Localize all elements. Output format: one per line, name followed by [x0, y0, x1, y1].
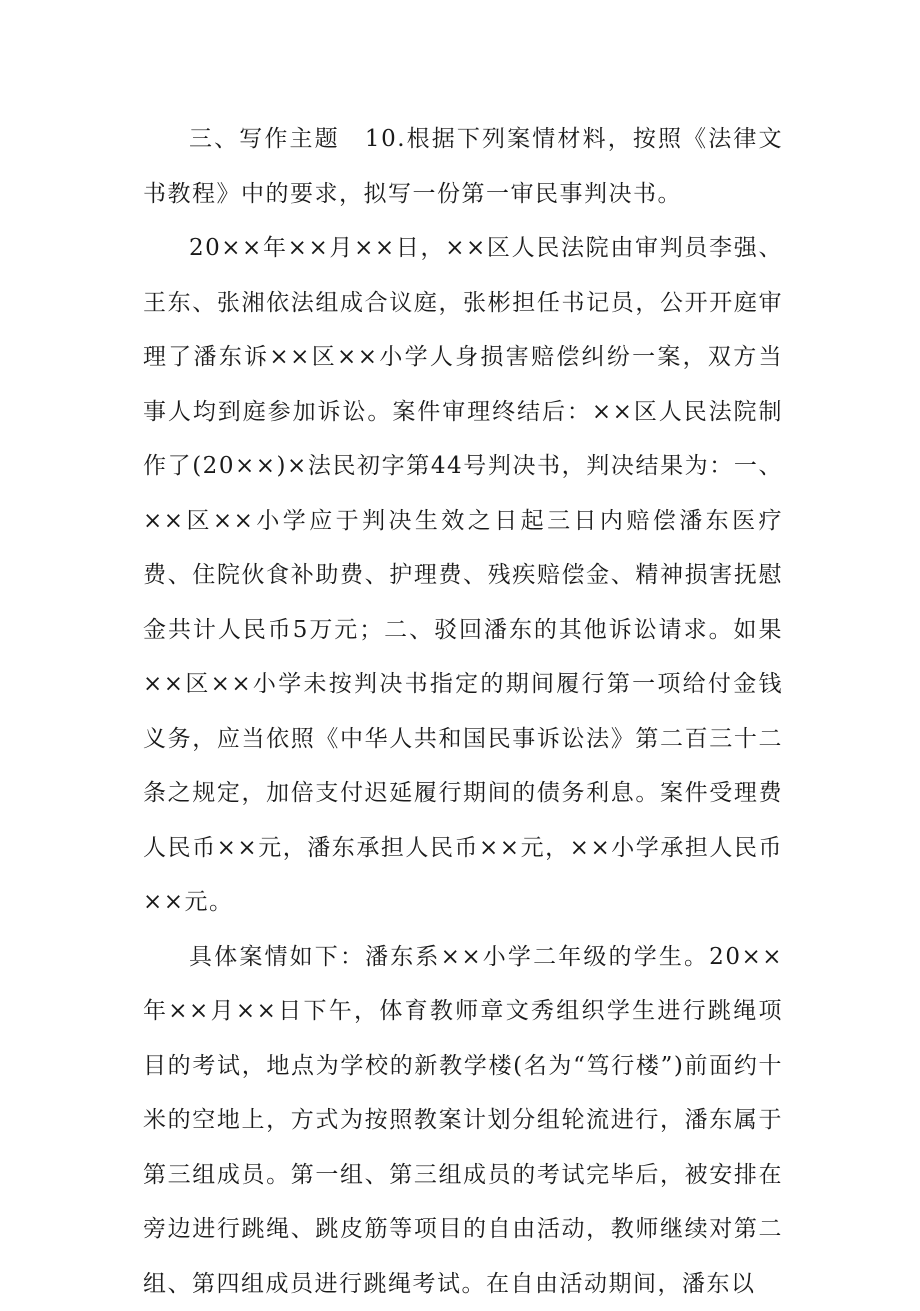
paragraph-judgment-summary: 20××年××月××日，××区人民法院由审判员李强、王东、张湘依法组成合议庭，张彬担任书记员，公开开庭审理了潘东诉××区××小学人身损害赔偿纠纷一案，双方当事人均到庭参加诉讼。案件审理终结后：××区人民法院制作了(20××)×法民初字第44号判决书，判决结果为：一、××区××小学应于判决生效之日起三日内赔偿潘东医疗费、住院伙食补助费、护理费、残疾赔偿金、精神损害抚慰金共计人民币5万元；二、驳回潘东的其他诉讼请求。如果××区××小学未按判决书指定的期间履行第一项给付金钱义务，应当依照《中华人共和国民事诉讼法》第二百三十二条之规定，加倍支付迟延履行期间的债务利息。案件受理费人民币××元，潘东承担人民币××元，××小学承担人民币××元。 [143, 221, 783, 930]
paragraph-writing-topic: 三、写作主题 10.根据下列案情材料，按照《法律文书教程》中的要求，拟写一份第一审民事判决书。 [143, 112, 783, 221]
paragraph-case-facts: 具体案情如下：潘东系××小学二年级的学生。20××年××月××日下午，体育教师章文秀组织学生进行跳绳项目的考试，地点为学校的新教学楼(名为“笃行楼”)前面约十米的空地上，方式为按照教案计划分组轮流进行，潘东属于第三组成员。第一组、第三组成员的考试完毕后，被安排在旁边进行跳绳、跳皮筋等项目的自由活动，教师继续对第二组、第四组成员进行跳绳考试。在自由活动期间，潘东以 [143, 930, 783, 1311]
document-body [143, 112, 783, 1311]
